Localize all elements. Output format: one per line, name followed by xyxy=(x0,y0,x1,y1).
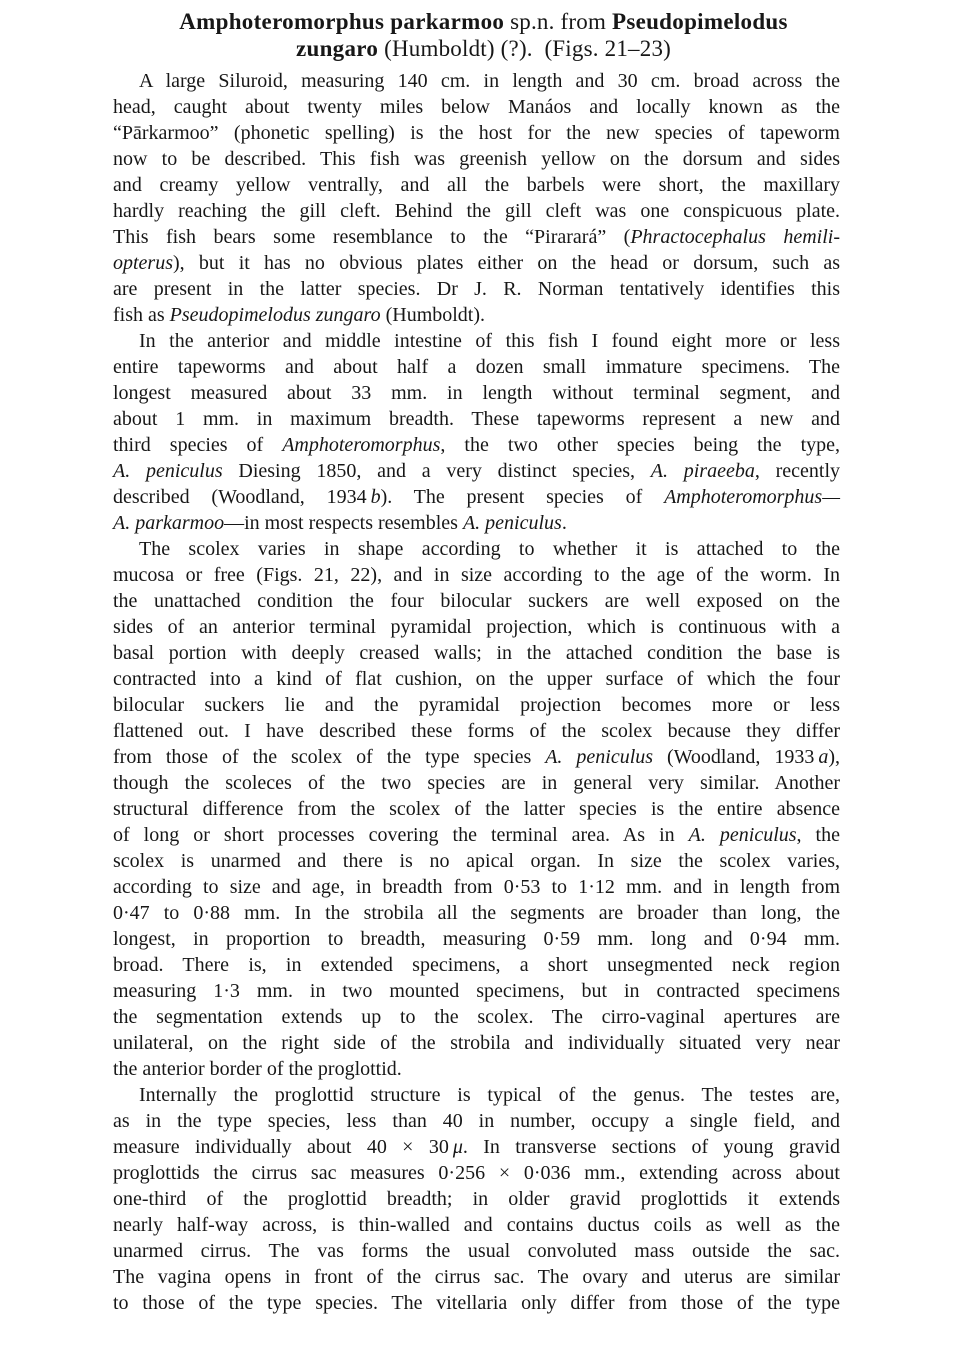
paragraph xyxy=(113,68,840,328)
text-run: sp.n. from xyxy=(504,9,612,34)
text-run: fish as xyxy=(113,304,170,326)
text-run: b xyxy=(370,486,381,508)
text-line xyxy=(113,276,840,302)
text-line xyxy=(113,1108,840,1134)
text-line xyxy=(113,406,840,432)
text-line xyxy=(113,1290,840,1316)
text-run: described (Woodland, 1934 xyxy=(113,486,371,508)
text-run: 0·47 to 0·88 mm. In the strobila all the segments are broader than long, the xyxy=(113,902,840,924)
text-line xyxy=(113,484,840,510)
text-run: The vagina opens in front of the cirrus sac. The ovary and uterus are similar xyxy=(113,1266,840,1288)
text-run: according to size and age, in breadth from 0·53 to 1·12 mm. and in length from xyxy=(113,876,840,898)
text-run: are present in the latter species. Dr J. R. Norman tentatively identifies this xyxy=(113,278,840,300)
text-line xyxy=(113,588,840,614)
text-run: scolex is unarmed and there is no apical organ. In size the scolex varies, xyxy=(113,850,840,872)
text-line xyxy=(113,744,840,770)
text-line xyxy=(113,1004,840,1030)
text-run: ), xyxy=(828,746,840,768)
text-line xyxy=(113,562,840,588)
text-line xyxy=(113,978,840,1004)
text-run: head, caught about twenty miles below Manáos and locally known as the xyxy=(113,96,840,118)
text-line xyxy=(113,198,840,224)
text-line xyxy=(113,1238,840,1264)
text-run: Amphoteromorphus parkarmoo xyxy=(179,9,505,34)
text-run: , recently xyxy=(754,460,840,482)
text-run: In the anterior and middle intestine of this fish I found eight more or less xyxy=(139,330,840,352)
text-run: third species of xyxy=(113,434,283,456)
text-run: proglottids the cirrus sac measures 0·256 × 0·036 mm., extending across about xyxy=(113,1162,840,1184)
text-line xyxy=(113,848,840,874)
text-run: the unattached condition the four bilocular suckers are well exposed on the xyxy=(113,590,840,612)
text-run: to those of the type species. The vitellaria only differ from those of the type xyxy=(113,1292,840,1314)
text-line xyxy=(113,666,840,692)
text-run: as in the type species, less than 40 in number, occupy a single field, and xyxy=(113,1110,840,1132)
text-run: one-third of the proglottid breadth; in older gravid proglottids it extends xyxy=(113,1188,840,1210)
text-run: μ xyxy=(452,1136,463,1158)
text-line xyxy=(113,952,840,978)
text-line xyxy=(113,1030,840,1056)
text-run: contracted into a kind of flat cushion, on the upper surface of which the four xyxy=(113,668,840,690)
paragraph xyxy=(113,536,840,1082)
text-line xyxy=(113,458,840,484)
text-line xyxy=(113,1056,840,1082)
text-line xyxy=(113,172,840,198)
text-line xyxy=(113,94,840,120)
text-run: nearly half-way across, is thin-walled and contains ductus coils as well as the xyxy=(113,1214,840,1236)
text-line xyxy=(113,822,840,848)
text-line xyxy=(113,1212,840,1238)
text-line xyxy=(113,224,840,250)
text-run: opterus xyxy=(113,252,173,274)
text-run: sides of an anterior terminal pyramidal projection, which is continuous with a xyxy=(113,616,840,638)
text-line xyxy=(113,302,840,328)
text-run: Amphoteromorphus— xyxy=(664,486,840,508)
text-line xyxy=(113,770,840,796)
text-line xyxy=(113,536,840,562)
text-run: now to be described. This fish was greenish yellow on the dorsum and sides xyxy=(113,148,840,170)
text-run: though the scoleces of the two species are in general very similar. Another xyxy=(113,772,840,794)
text-run: structural difference from the scolex of the latter species is the entire absence xyxy=(113,798,840,820)
text-run: from those of the scolex of the type species xyxy=(113,746,546,768)
text-run: A large Siluroid, measuring 140 cm. in length and 30 cm. broad across the xyxy=(139,70,840,92)
text-run: measure individually about 40 × 30 xyxy=(113,1136,453,1158)
text-run: , the xyxy=(796,824,840,846)
text-run: Pseudopimelodus zungaro xyxy=(169,304,381,326)
text-line xyxy=(113,1264,840,1290)
text-run: . In transverse sections of young gravid xyxy=(462,1136,841,1158)
text-run: and creamy yellow ventrally, and all the barbels were short, the maxillary xyxy=(113,174,840,196)
text-run: longest measured about 33 mm. in length without terminal segment, and xyxy=(113,382,840,404)
paragraph xyxy=(113,1082,840,1316)
title-line xyxy=(127,35,840,62)
text-run: longest, in proportion to breadth, measuring 0·59 mm. long and 0·94 mm. xyxy=(113,928,840,950)
text-line xyxy=(113,900,840,926)
text-run: , the two other species being the type, xyxy=(440,434,841,456)
text-run: hardly reaching the gill cleft. Behind the gill cleft was one conspicuous plate. xyxy=(113,200,840,222)
text-run: a xyxy=(818,746,829,768)
text-run: bilocular suckers lie and the pyramidal projection becomes more or less xyxy=(113,694,840,716)
text-run: Internally the proglottid structure is typical of the genus. The testes are, xyxy=(139,1084,840,1106)
text-run: Pseudopimelodus xyxy=(611,9,788,34)
text-run: Amphoteromorphus xyxy=(282,434,441,456)
text-line xyxy=(113,68,840,94)
text-run: —in most respects resembles xyxy=(224,512,463,534)
text-run: unilateral, on the right side of the strobila and individually situated very near xyxy=(113,1032,840,1054)
text-line xyxy=(113,328,840,354)
paragraph xyxy=(113,328,840,536)
text-run: (Woodland, 1933 xyxy=(653,746,819,768)
text-line xyxy=(113,874,840,900)
paper-body xyxy=(113,68,840,1316)
text-line xyxy=(113,510,840,536)
text-line xyxy=(113,1186,840,1212)
text-run: This fish bears some resemblance to the “Pirarará” ( xyxy=(113,226,631,248)
text-run: (Humboldt) (?). (Figs. 21–23) xyxy=(378,36,671,61)
text-line xyxy=(113,692,840,718)
text-run: measuring 1·3 mm. in two mounted specimens, but in contracted specimens xyxy=(113,980,840,1002)
title-line xyxy=(127,8,840,35)
text-line xyxy=(113,380,840,406)
text-line xyxy=(113,146,840,172)
text-run: zungaro xyxy=(295,36,379,61)
text-run: mucosa or free (Figs. 21, 22), and in size according to the age of the worm. In xyxy=(113,564,840,586)
text-run: unarmed cirrus. The vas forms the usual convoluted mass outside the sac. xyxy=(113,1240,840,1262)
text-run: . xyxy=(561,512,567,534)
text-run: broad. There is, in extended specimens, a short unsegmented neck region xyxy=(113,954,840,976)
text-run: the anterior border of the proglottid. xyxy=(113,1058,402,1080)
text-line xyxy=(113,120,840,146)
text-line xyxy=(113,1082,840,1108)
text-run: The scolex varies in shape according to whether it is attached to the xyxy=(139,538,840,560)
text-run: A. piraeeba xyxy=(650,460,755,482)
text-column xyxy=(113,8,840,1316)
text-line xyxy=(113,718,840,744)
text-line xyxy=(113,250,840,276)
text-run: Diesing 1850, and a very distinct species, xyxy=(222,460,651,482)
text-run: entire tapeworms and about half a dozen small immature specimens. The xyxy=(113,356,840,378)
text-run: the segmentation extends up to the scolex. The cirro-vaginal apertures are xyxy=(113,1006,840,1028)
text-line xyxy=(113,1134,840,1160)
paper-title xyxy=(127,8,840,62)
text-run: ). The present species of xyxy=(380,486,665,508)
text-run: A. parkarmoo xyxy=(113,512,225,534)
text-run: basal portion with deeply creased walls; in the attached condition the base is xyxy=(113,642,840,664)
text-run: A. peniculus xyxy=(688,824,797,846)
text-run: (Humboldt). xyxy=(380,304,486,326)
text-run: of long or short processes covering the terminal area. As in xyxy=(113,824,689,846)
text-run: A. peniculus xyxy=(545,746,654,768)
text-run: Phractocephalus hemili- xyxy=(630,226,840,248)
text-run: A. peniculus xyxy=(113,460,223,482)
text-run: about 1 mm. in maximum breadth. These tapeworms represent a new and xyxy=(113,408,840,430)
text-line xyxy=(113,432,840,458)
text-run: A. peniculus xyxy=(462,512,562,534)
text-run: ), but it has no obvious plates either on the head or dorsum, such as xyxy=(173,252,840,274)
text-line xyxy=(113,640,840,666)
text-line xyxy=(113,614,840,640)
text-run: flattened out. I have described these forms of the scolex because they differ xyxy=(113,720,840,742)
text-line xyxy=(113,796,840,822)
text-run: “Pārkarmoo” (phonetic spelling) is the host for the new species of tapeworm xyxy=(113,122,840,144)
text-line xyxy=(113,926,840,952)
text-line xyxy=(113,354,840,380)
text-line xyxy=(113,1160,840,1186)
